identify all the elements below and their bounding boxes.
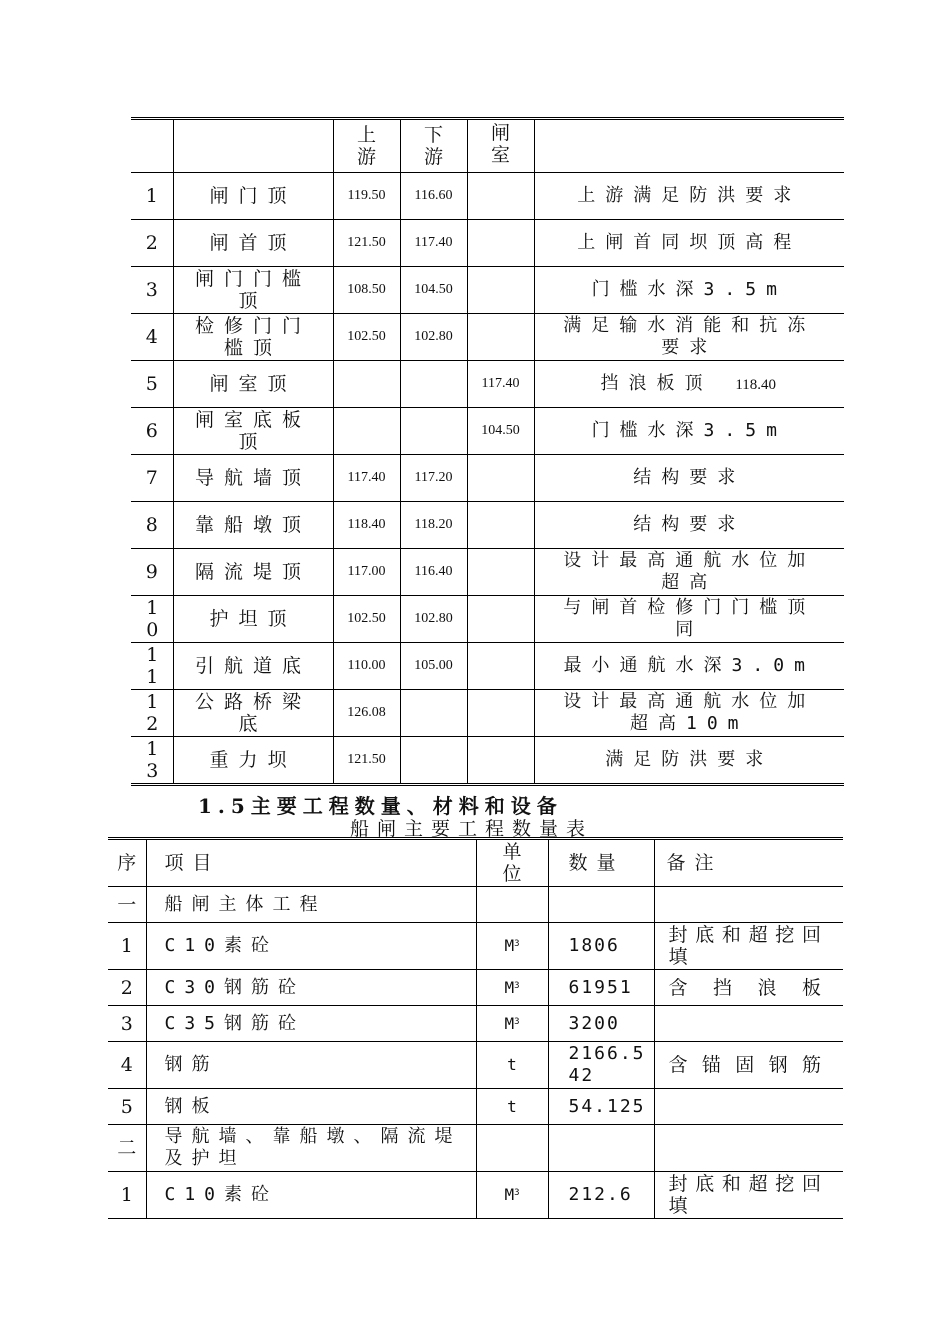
header-downstream: 下游: [400, 119, 467, 173]
item-name: C35钢筋砼: [146, 1006, 476, 1042]
chamber-elevation: [467, 455, 534, 502]
downstream-elevation: 117.20: [400, 455, 467, 502]
structure-name: 护坦顶: [173, 596, 333, 643]
row-seq: 1: [108, 923, 146, 970]
section-heading: 1.5主要工程数量、材料和设备: [198, 794, 563, 818]
remark: 满足输水消能和抗冻要求: [534, 314, 844, 361]
item-quantity: 61951: [548, 970, 654, 1006]
row-number: 6: [131, 408, 173, 455]
upstream-elevation: 117.40: [333, 455, 400, 502]
chamber-elevation: 117.40: [467, 361, 534, 408]
row-number: 13: [131, 737, 173, 785]
item-note: 含锚固钢筋: [654, 1042, 843, 1089]
table-row: [108, 1042, 843, 1089]
table-row: [108, 1006, 843, 1042]
header-qty: 数量: [548, 839, 654, 887]
row-number: 10: [131, 596, 173, 643]
remark: 门槛水深3.5m: [534, 267, 844, 314]
table-row: [108, 1089, 843, 1125]
structure-name: 导航墙顶: [173, 455, 333, 502]
item-unit: $M^3$: [476, 970, 548, 1006]
upstream-elevation: 110.00: [333, 643, 400, 690]
remark: 满足防洪要求: [534, 737, 844, 785]
upstream-elevation: 118.40: [333, 502, 400, 549]
chamber-elevation: [467, 502, 534, 549]
upstream-elevation: [333, 408, 400, 455]
structure-name: 闸室底板顶: [173, 408, 333, 455]
structure-name: 重力坝: [173, 737, 333, 785]
row-number: 5: [131, 361, 173, 408]
remark: 门槛水深3.5m: [534, 408, 844, 455]
table-row: [108, 970, 843, 1006]
row-number: 8: [131, 502, 173, 549]
item-quantity: [548, 1125, 654, 1172]
downstream-elevation: 104.50: [400, 267, 467, 314]
table-row: [131, 690, 844, 737]
unit-superscript: 3: [514, 1016, 520, 1027]
header-cell: [534, 119, 844, 173]
table-row: [131, 549, 844, 596]
row-seq: 5: [108, 1089, 146, 1125]
remark: 上游满足防洪要求: [534, 173, 844, 220]
elevation-table: [131, 117, 844, 786]
table-row: [131, 314, 844, 361]
upstream-elevation: 126.08: [333, 690, 400, 737]
row-number: 7: [131, 455, 173, 502]
item-unit: t: [476, 1089, 548, 1125]
row-number: 4: [131, 314, 173, 361]
downstream-elevation: 102.80: [400, 314, 467, 361]
chamber-elevation: [467, 220, 534, 267]
remark: 结构要求: [534, 455, 844, 502]
unit-superscript: 3: [514, 939, 520, 949]
chamber-elevation: [467, 737, 534, 785]
item-note: [654, 1089, 843, 1125]
remark-number: 118.40: [735, 376, 777, 393]
item-name: C10素砼: [146, 923, 476, 970]
chamber-elevation: [467, 314, 534, 361]
item-note: 封底和超挖回填: [654, 923, 843, 970]
item-note: [654, 1006, 843, 1042]
row-number: 1: [131, 173, 173, 220]
upstream-elevation: 121.50: [333, 737, 400, 785]
structure-name: 隔流堤顶: [173, 549, 333, 596]
table-row: [131, 361, 844, 408]
structure-name: 闸门门槛顶: [173, 267, 333, 314]
remark: 结构要求: [534, 502, 844, 549]
upstream-elevation: 121.50: [333, 220, 400, 267]
item-quantity: [548, 887, 654, 923]
header-cell: [173, 119, 333, 173]
table-row: [131, 173, 844, 220]
table-row: [131, 267, 844, 314]
table-row: [108, 887, 843, 923]
table-row: [131, 737, 844, 785]
row-number: 2: [131, 220, 173, 267]
header-unit: 单位: [476, 839, 548, 887]
item-quantity: 3200: [548, 1006, 654, 1042]
table-row: [131, 502, 844, 549]
upstream-elevation: 117.00: [333, 549, 400, 596]
remark: 最小通航水深3.0m: [534, 643, 844, 690]
chamber-elevation: [467, 596, 534, 643]
remark: 设计最高通航水位加超高10m: [534, 690, 844, 737]
row-seq: 4: [108, 1042, 146, 1089]
table-row: [108, 1172, 843, 1219]
item-quantity: 212.6: [548, 1172, 654, 1219]
item-quantity: 54.125: [548, 1089, 654, 1125]
row-number: 11: [131, 643, 173, 690]
item-unit: $M^3$: [476, 1172, 548, 1219]
header-upstream: 上游: [333, 119, 400, 173]
item-name: C30钢筋砼: [146, 970, 476, 1006]
item-unit: t: [476, 1042, 548, 1089]
header-chamber: 闸室: [467, 119, 534, 173]
downstream-elevation: 117.40: [400, 220, 467, 267]
table-header-row: [131, 119, 844, 173]
row-seq: 1: [108, 1172, 146, 1219]
item-name: C10素砼: [146, 1172, 476, 1219]
row-seq: 二: [108, 1125, 146, 1172]
upstream-elevation: 119.50: [333, 173, 400, 220]
downstream-elevation: [400, 361, 467, 408]
table-row: [108, 923, 843, 970]
upstream-elevation: 108.50: [333, 267, 400, 314]
chamber-elevation: 104.50: [467, 408, 534, 455]
unit-superscript: 3: [514, 980, 520, 991]
item-note: [654, 887, 843, 923]
downstream-elevation: 102.80: [400, 596, 467, 643]
quantity-table: [108, 837, 843, 1219]
item-name: 钢筋: [146, 1042, 476, 1089]
structure-name: 靠船墩顶: [173, 502, 333, 549]
item-note: 封底和超挖回填: [654, 1172, 843, 1219]
item-unit: [476, 1125, 548, 1172]
table-row: [131, 408, 844, 455]
item-name: 船闸主体工程: [146, 887, 476, 923]
header-item: 项目: [146, 839, 476, 887]
item-unit: [476, 887, 548, 923]
item-quantity: 2166.542: [548, 1042, 654, 1089]
structure-name: 引航道底: [173, 643, 333, 690]
remark: 设计最高通航水位加超高: [534, 549, 844, 596]
item-unit: $M^3$: [476, 923, 548, 970]
structure-name: 闸门顶: [173, 173, 333, 220]
structure-name: 闸首顶: [173, 220, 333, 267]
structure-name: 闸室顶: [173, 361, 333, 408]
downstream-elevation: [400, 690, 467, 737]
upstream-elevation: 102.50: [333, 314, 400, 361]
downstream-elevation: 105.00: [400, 643, 467, 690]
table-row: [131, 455, 844, 502]
table-caption: 船闸主要工程数量表: [350, 818, 594, 840]
item-unit: $M^3$: [476, 1006, 548, 1042]
row-seq: 2: [108, 970, 146, 1006]
upstream-elevation: 102.50: [333, 596, 400, 643]
downstream-elevation: [400, 737, 467, 785]
table-header-row: [108, 839, 843, 887]
downstream-elevation: 116.60: [400, 173, 467, 220]
row-seq: 3: [108, 1006, 146, 1042]
row-number: 9: [131, 549, 173, 596]
header-note: 备注: [654, 839, 843, 887]
unit-superscript: 3: [514, 1188, 520, 1198]
downstream-elevation: [400, 408, 467, 455]
header-seq: 序: [108, 839, 146, 887]
remark: 挡浪板顶 118.40: [534, 361, 844, 408]
item-quantity: 1806: [548, 923, 654, 970]
chamber-elevation: [467, 267, 534, 314]
downstream-elevation: 116.40: [400, 549, 467, 596]
chamber-elevation: [467, 690, 534, 737]
item-name: 导航墙、靠船墩、隔流堤及护坦: [146, 1125, 476, 1172]
table-row: [131, 596, 844, 643]
remark: 与闸首检修门门槛顶同: [534, 596, 844, 643]
row-number: 12: [131, 690, 173, 737]
downstream-elevation: 118.20: [400, 502, 467, 549]
remark: 上闸首同坝顶高程: [534, 220, 844, 267]
header-cell: [131, 119, 173, 173]
chamber-elevation: [467, 549, 534, 596]
chamber-elevation: [467, 173, 534, 220]
structure-name: 公路桥梁底: [173, 690, 333, 737]
item-name: 钢板: [146, 1089, 476, 1125]
structure-name: 检修门门槛顶: [173, 314, 333, 361]
table-row: [131, 643, 844, 690]
item-note: 含挡浪板: [654, 970, 843, 1006]
chamber-elevation: [467, 643, 534, 690]
row-number: 3: [131, 267, 173, 314]
row-seq: 一: [108, 887, 146, 923]
item-note: [654, 1125, 843, 1172]
table-row: [108, 1125, 843, 1172]
upstream-elevation: [333, 361, 400, 408]
table-row: [131, 220, 844, 267]
